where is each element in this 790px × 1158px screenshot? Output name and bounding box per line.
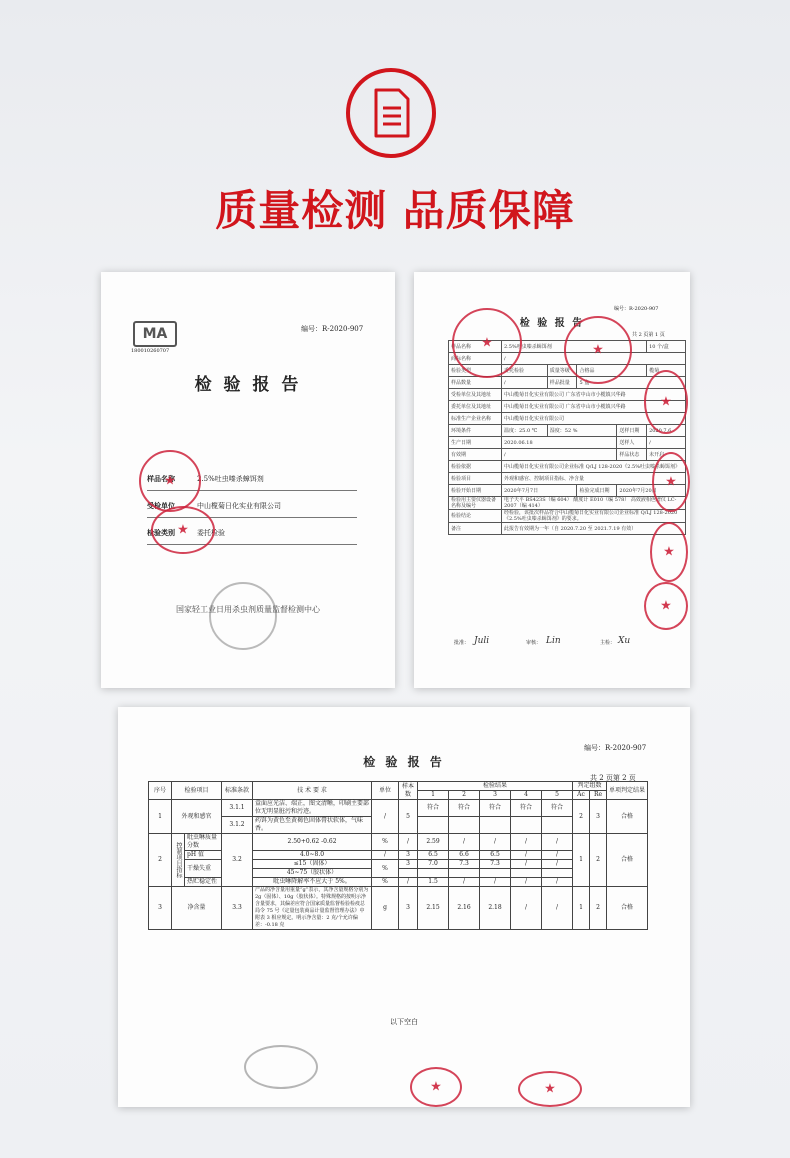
row-value: 委托检验 (502, 365, 548, 377)
row-value: / (502, 377, 548, 389)
row-label: 样品名称 (449, 341, 502, 353)
row-value: 2020年7月7日 (502, 485, 577, 497)
table-row (449, 449, 686, 461)
table-row (449, 425, 686, 437)
cma-logo: MA (133, 321, 177, 347)
row-value: 电子天平 BS423S（编 604） 酸度计 E010（编 578） 高效液相色谱仪 LC-2007（编 414） (502, 497, 686, 510)
report-title: 检 验 报 告 (519, 318, 585, 329)
row-label: 检验依据 (449, 461, 502, 473)
company-seal (652, 452, 690, 512)
row-value: 样品状态 (617, 449, 647, 461)
table-row (449, 461, 686, 473)
table-row (449, 473, 686, 485)
report-number: 编号：R-2020-907 (614, 306, 659, 312)
table-row (449, 437, 686, 449)
row-label: 商标名称 (449, 353, 502, 365)
row-value: 中山榄菊日化实业有限公司 (502, 413, 686, 425)
table-row: 3.1.2 药饵为黄色至黄褐色固体膏状软体，气味香。 (149, 817, 648, 834)
row-label: 检验类型 (449, 365, 502, 377)
row-label: 检验用主要仪器设备名称及编号 (449, 497, 502, 510)
row-value: 中山榄菊日化实业有限公司 广东省中山市小榄镇兴华路 (502, 401, 686, 413)
company-seal (564, 316, 632, 384)
row-value: 榄菊 (647, 365, 686, 377)
report-title: 检 验 报 告 (363, 755, 445, 769)
row-value: / (647, 437, 686, 449)
test-center-seal (244, 1045, 318, 1089)
table-row: pH 值 4.0~8.0 / 3 6.5 6.6 6.5 / / (149, 851, 648, 860)
company-seal (644, 370, 688, 434)
report-number: 编号：R-2020-907 (584, 744, 647, 752)
table-row: 2 控制项目指标 吡虫啉质量分数 3.2 2.50+0.62 -0.62 % / 2.59 / / / / 1 2 合格 (149, 834, 648, 851)
row-value: 合格品 (577, 365, 647, 377)
table-row (449, 497, 686, 510)
row-label: 检验结论 (449, 510, 502, 523)
report-page-1 (414, 272, 690, 688)
row-value: 温度：25.0 ℃ (502, 425, 548, 437)
row-value: / (502, 353, 686, 365)
table-row: 3 净含量 3.3 产品的净含量用重量“g”表示，其净含量规格分别为 2g（固体）、10g（胶状体）。特殊规格的按明示净含量要求，其偏差应符合国家质量监督检验检疫总局令 75 号《定量包装商品计量监督管理办法》中附表 3 相应规定。明示净含量：2 克/个允许偏差：-0.18 克 g 3 2.15 2.16 2.18 / / 1 2 合格 (149, 887, 648, 930)
table-row (449, 510, 686, 523)
report-cover (101, 272, 395, 688)
row-label: 检验项目 (449, 473, 502, 485)
table-row (449, 523, 686, 535)
row-label: 有效期 (449, 449, 502, 461)
row-value: 2020年7月20日 (617, 485, 686, 497)
row-value: 检验完成日期 (577, 485, 617, 497)
page-indicator: 共 2 页第 1 页 (632, 332, 665, 338)
row-label: 受检单位及其地址 (449, 389, 502, 401)
company-seal (139, 450, 201, 512)
row-value: 送样人 (617, 437, 647, 449)
row-value: 样品批量 (547, 377, 577, 389)
end-of-report: 以下空白 (390, 1018, 418, 1026)
table-row (449, 485, 686, 497)
inspector-signature: Xu (618, 636, 631, 646)
row-value: 此报告有效期为一年（自 2020.7.20 至 2021.7.19 有效） (502, 523, 686, 535)
company-seal (518, 1071, 582, 1107)
table-row: 热贮稳定性 吡虫啉降解率不应大于 5%。 % / 1.5 / / / / (149, 878, 648, 887)
test-center-seal (209, 582, 277, 650)
row-value: 2.5%吐虫嗪杀蟑饵剂 (502, 341, 647, 353)
company-seal (410, 1067, 462, 1107)
table-row: 干燥失重 ≤15（固体） % 3 7.0 7.3 7.3 / / (149, 860, 648, 869)
company-seal (452, 308, 522, 378)
row-value: 中山榄菊日化实业有限公司 广东省中山市小榄镇兴华路 (502, 389, 686, 401)
row-label: 样品数量 (449, 377, 502, 389)
row-label: 生产日期 (449, 437, 502, 449)
report-title: 检 验 报 告 (194, 375, 302, 395)
row-value: 送样日期 (617, 425, 647, 437)
row-label: 检验开始日期 (449, 485, 502, 497)
cover-field: 检验类别 委托检验 (147, 522, 357, 545)
reviewer-signature: Lin (546, 636, 561, 646)
approver-signature: Juli (474, 636, 490, 646)
row-value: 外观和感官、控制项目指标、净含量 (502, 473, 686, 485)
row-value: 湿度：52 % (547, 425, 617, 437)
company-seal (151, 506, 215, 554)
page-indicator: 共 2 页第 2 页 (590, 774, 636, 782)
company-seal (650, 522, 688, 582)
row-value: 经检验，该批次样品符合中山榄菊日化实业有限公司企业标准 Q/LJ 128-2020《2.5%吐虫嗪杀蟑饵剂》的要求。 (502, 510, 686, 523)
row-label: 委托单位及其地址 (449, 401, 502, 413)
table-row: 1 外观和感官 3.1.1 盒面应光洁、端正，图文清晰，印刷主要部位无明显脏污和污迹。 / 5 符合 符合 符合 符合 符合 2 3 合格 (149, 800, 648, 817)
row-value: / (502, 449, 617, 461)
document-icon (344, 66, 438, 160)
page-title: 质量检测 品质保障 (215, 186, 575, 235)
row-value: 5 盒 (577, 377, 686, 389)
report-page-2 (118, 707, 690, 1107)
row-value: 2020.7.6 (647, 425, 686, 437)
report-number: 编号：R-2020-907 (301, 325, 364, 333)
row-value: 2020.06.18 (502, 437, 617, 449)
issuing-body: 国家轻工业日用杀虫剂质量监督检测中心 (176, 605, 320, 614)
row-value: 质量等级 (547, 365, 577, 377)
row-value: 未开启 (647, 449, 686, 461)
approver-label: 批准： (454, 640, 470, 646)
row-label: 标准生产企业名称 (449, 413, 502, 425)
row-value: 10 个/盒 (647, 341, 686, 353)
cma-number: 180010260707 (131, 348, 170, 354)
row-label: 备注 (449, 523, 502, 535)
inspector-label: 主检： (600, 640, 616, 646)
row-value: 中山榄菊日化实业有限公司企业标准 Q/LJ 128-2020《2.5%吐虫嗪杀蟑饵剂》 (502, 461, 686, 473)
table-row: 45~75（胶状体） (149, 869, 648, 878)
results-table: 序号 检验项目 标准条款 技 术 要 求 单位 样本数 检验结果 判定组数 单项判定结果 1 2 3 4 5 Ac Re 1 外观和感官 3.1.1 盒面应光洁、端正，图文清晰，印刷主要部位无明显脏污和污迹。 / 5 符合 符合 符合 符合 符合 2 3 合格 3.1.2 药饵为黄色至黄褐色固体膏状软体，气味香。 2 控制项目指标 吡虫啉质量分数 3.2 2.50+0.62 -0.62 % / 2.59 / / / / 1 2 合格 pH 值 4.0~8.0 / 3 6.5 6.6 6.5 / / 干燥失重 ≤15（固体） % 3 7.0 7.3 7.3 / / 45~75（胶状体） 热贮稳定性 吡虫啉降解率不应大于 5%。 % / 1.5 / / / / 3 净含量 3.3 产品的净含量用重量“g”表示，其净含量规格分别为 2g（固体）、10g（胶状体）。特殊规格的按明示净含量要求，其偏差应符合国家质量监督检验检疫总局令 75 号《定量包装商品计量监督管理办法》中附表 3 相应规定。明示净含量：2 克/个允许偏差：-0.18 克 g 3 2.15 2.16 2.18 / / 1 2 合格 (148, 781, 648, 930)
cover-field: 样品名称 2.5%吐虫嗪杀蟑饵剂 (147, 468, 357, 491)
reviewer-label: 审核： (526, 640, 542, 646)
cover-field: 受检单位 中山榄菊日化实业有限公司 (147, 495, 357, 518)
row-label: 环境条件 (449, 425, 502, 437)
company-seal (644, 582, 688, 630)
